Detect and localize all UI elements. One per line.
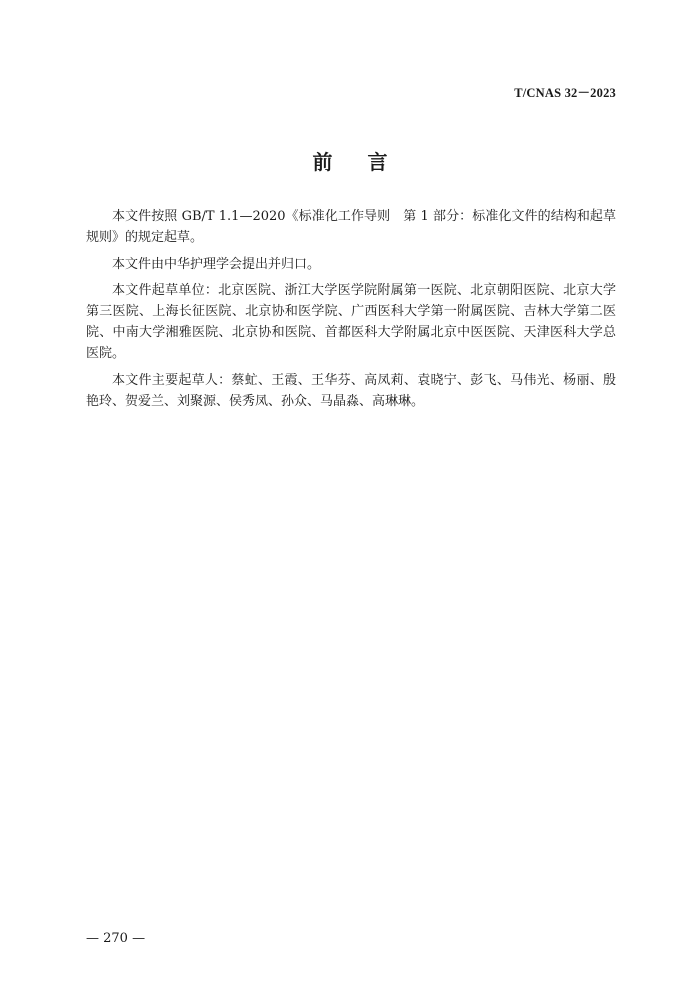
paragraph-drafting-units: 本文件起草单位：北京医院、浙江大学医学院附属第一医院、北京朝阳医院、北京大学第三医院、上海长征医院、北京协和医学院、广西医科大学第一附属医院、吉林大学第二医院、中南大学湘雅医院、北京协和医院、首都医科大学附属北京中医医院、天津医科大学总医院。 bbox=[86, 283, 616, 361]
standard-code: T/CNAS 32－2023 bbox=[514, 86, 616, 100]
paragraph-drafters: 本文件主要起草人：蔡虻、王霞、王华芬、高凤莉、袁晓宁、彭飞、马伟光、杨丽、殷艳玲、贺爱兰、刘聚源、侯秀凤、孙众、马晶淼、高琳琳。 bbox=[86, 372, 616, 409]
foreword-body bbox=[86, 206, 616, 417]
page-title: 前 言 bbox=[312, 150, 402, 174]
paragraph-drafting-basis: 本文件按照 GB/T 1.1—2020《标准化工作导则 第 1 部分：标准化文件的结构和起草规则》的规定起草。 bbox=[86, 209, 616, 245]
page-number: — 270 — bbox=[86, 931, 146, 946]
paragraph-proposer: 本文件由中华护理学会提出并归口。 bbox=[112, 256, 321, 272]
